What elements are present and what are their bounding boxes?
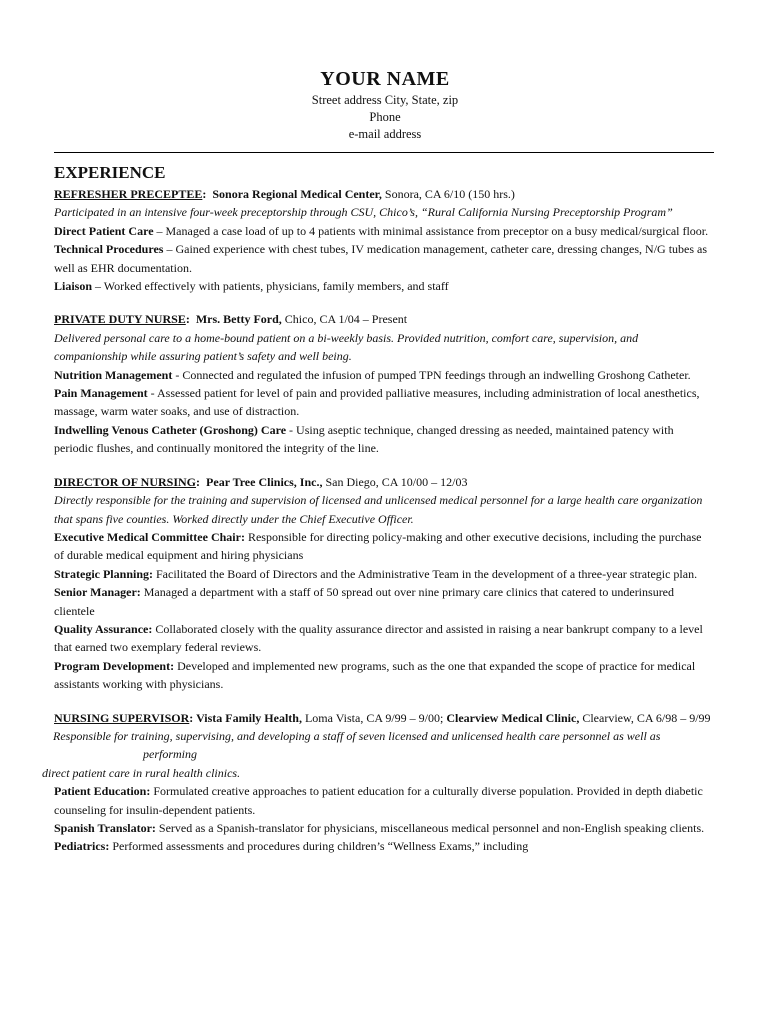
job-item — [54, 384, 714, 421]
job-heading: REFRESHER PRECEPTEE: Sonora Regional Medical Center, Sonora, CA 6/10 (150 hrs.) — [54, 187, 515, 201]
job-location-dates: Sonora, CA 6/10 (150 hrs.) — [381, 187, 515, 201]
job-item — [54, 565, 714, 583]
item-text: - Connected and regulated the infusion of pumped TPN feedings through an indwelling Groshong Catheter. — [172, 367, 691, 382]
job-item — [54, 583, 714, 620]
item-label: Strategic Planning: — [54, 566, 153, 581]
job-entry — [42, 709, 714, 856]
job-item — [54, 240, 714, 277]
item-label: Spanish Translator: — [54, 821, 156, 835]
item-label: Nutrition Management — [54, 367, 173, 382]
job-heading: PRIVATE DUTY NURSE: Mrs. Betty Ford, Chico, CA 1/04 – Present — [54, 312, 408, 327]
header-divider — [54, 152, 714, 153]
item-label: Senior Manager: — [54, 585, 141, 600]
item-label: Program Development: — [54, 658, 175, 673]
experience-section — [42, 162, 714, 871]
item-text: Managed a department with a staff of 50 spread out over nine primary care clinics that catered to underinsured clientele — [54, 585, 675, 618]
item-text: - Using aseptic technique, changed dressing as needed, maintained patency with periodic flushes, and continually monitored the integrity of the line. — [54, 422, 674, 456]
item-label: Indwelling Venous Catheter (Groshong) Care — [54, 422, 287, 437]
item-text: Facilitated the Board of Directors and the Administrative Team in the development of a three-year strategic plan. — [153, 566, 698, 581]
item-text: Served as a Spanish-translator for physicians, miscellaneous medical personnel and non-English speaking clients. — [155, 821, 705, 835]
job-location-dates: Loma Vista, CA 9/99 – 9/00; — [301, 710, 444, 725]
item-label: Technical Procedures — [54, 242, 164, 257]
phone: Phone — [369, 110, 401, 124]
item-label: Quality Assurance: — [54, 621, 153, 636]
job-item — [54, 837, 714, 855]
job-entry — [54, 473, 714, 694]
applicant-name: YOUR NAME — [320, 68, 450, 90]
item-label: Executive Medical Committee Chair: — [54, 529, 245, 544]
job-description: Delivered personal care to a home-bound patient on a bi-weekly basis. Provided nutrition, comfort care, supervision, and companionship while assuring patient’s safety and well being. — [54, 330, 639, 364]
job-item — [54, 819, 714, 837]
job-title: REFRESHER PRECEPTEE — [54, 187, 203, 201]
item-text: – Worked effectively with patients, physicians, family members, and staff — [92, 279, 449, 294]
employer-name: Sonora Regional Medical Center, — [212, 187, 382, 201]
job-description-line: direct patient care in rural health clinics. — [42, 765, 241, 780]
item-text: Collaborated closely with the quality assurance director and assisted in raising a near bankrupt company to a level that earned two exemplary federal reviews. — [54, 621, 703, 655]
job-title: PRIVATE DUTY NURSE — [54, 312, 186, 327]
job-location-dates: San Diego, CA 10/00 – 12/03 — [322, 474, 468, 489]
job-description — [53, 727, 714, 764]
item-label: Pediatrics: — [54, 839, 110, 854]
job-heading: DIRECTOR OF NURSING: Pear Tree Clinics, Inc., San Diego, CA 10/00 – 12/03 — [54, 474, 468, 489]
job-title: NURSING SUPERVISOR — [54, 710, 190, 725]
item-label: Liaison — [54, 279, 93, 294]
employer-name: Pear Tree Clinics, Inc., — [206, 474, 323, 489]
email-address: e-mail address — [348, 127, 422, 141]
job-entry — [54, 185, 714, 295]
job-description: Directly responsible for the training and supervision of licensed and unlicensed medical personnel for a large health care organization that spans five counties. Worked directly under the Chief Executive Officer. — [54, 493, 703, 526]
item-text: – Gained experience with chest tubes, IV medication management, catheter care, dressing changes, N/G tubes as well as EHR documentation. — [54, 242, 708, 275]
job-description-line: Responsible for training, supervising, and developing a staff of seven licensed and unlicensed health care personnel as well as — [53, 728, 661, 743]
job-entry — [54, 310, 714, 457]
job-description-line: performing — [143, 747, 197, 762]
street-address: Street address City, State, zip — [311, 93, 459, 107]
employer-name: Vista Family Health, — [196, 710, 302, 725]
job-item — [54, 277, 714, 295]
item-label: Patient Education: — [54, 784, 151, 799]
job-item — [54, 528, 714, 565]
job-item — [54, 421, 714, 458]
job-heading: NURSING SUPERVISOR: Vista Family Health, Loma Vista, CA 9/99 – 9/00; Clearview Medical Clinic, Clearview, CA 6/98 – 9/99 — [54, 710, 711, 725]
item-text: Performed assessments and procedures during children’s “Wellness Exams,” including — [109, 839, 529, 854]
job-title: DIRECTOR OF NURSING — [54, 474, 197, 489]
item-text: - Assessed patient for level of pain and provided palliative measures, including administration of local anesthetics, massage, warm water soaks, and use of distraction. — [54, 386, 700, 419]
job-item — [54, 657, 714, 694]
job-location-dates-secondary: Clearview, CA 6/98 – 9/99 — [579, 710, 711, 725]
item-label: Pain Management — [54, 386, 148, 401]
job-item — [54, 620, 714, 657]
item-text: Formulated creative approaches to patient education for a culturally diverse population. Provided in depth diabetic counseling for insulin-dependent patients. — [54, 784, 703, 817]
item-label: Direct Patient Care — [54, 223, 154, 238]
job-description: Participated in an intensive four-week preceptorship through CSU, Chico’s, “Rural California Nursing Preceptorship Program” — [54, 205, 673, 220]
job-item — [54, 222, 714, 240]
resume-header — [0, 66, 770, 143]
job-location-dates: Chico, CA 1/04 – Present — [281, 312, 408, 327]
employer-name-secondary: Clearview Medical Clinic, — [443, 710, 580, 725]
item-text: Responsible for directing policy-making and other executive decisions, including the purchase of durable medical equipment and hiring physicians — [54, 529, 702, 563]
job-item — [54, 366, 714, 384]
item-text: – Managed a case load of up to 4 patients with minimal assistance from preceptor on a busy medical/surgical floor. — [153, 223, 709, 238]
section-title: EXPERIENCE — [54, 163, 166, 182]
item-text: Developed and implemented new programs, such as the one that expanded the scope of practice for medical assistants working with physicians. — [54, 658, 696, 692]
employer-name: Mrs. Betty Ford, — [195, 312, 282, 327]
job-item — [54, 782, 714, 819]
